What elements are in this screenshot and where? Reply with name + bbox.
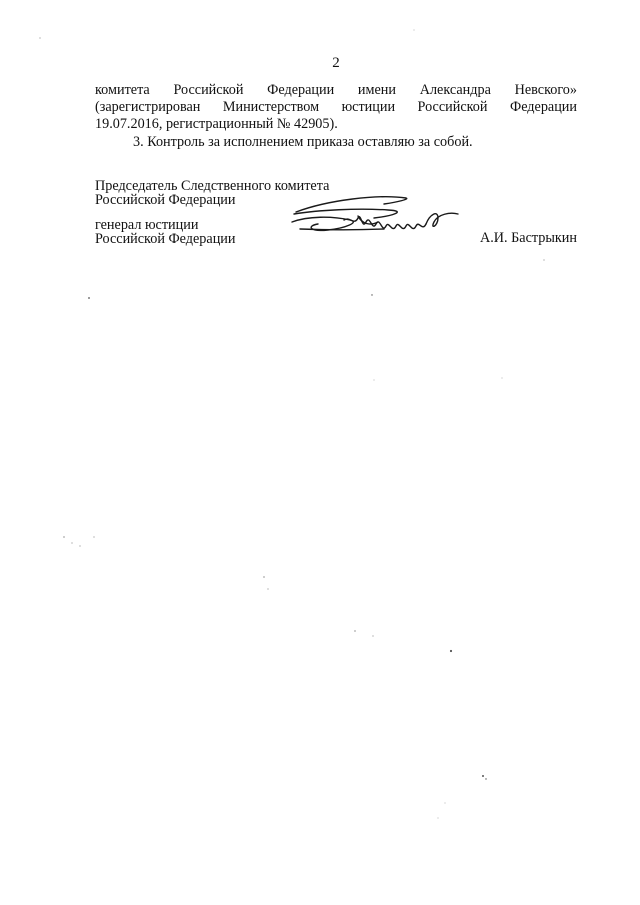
signatory-position-line: Председатель Следственного комитета — [95, 178, 330, 194]
paragraph-line: 19.07.2016, регистрационный № 42905). — [95, 116, 338, 132]
signatory-position-line: Российской Федерации — [95, 191, 236, 208]
signatory-rank — [95, 219, 235, 246]
paragraph-line: (зарегистрирован Министерством юстиции Российской Федерации — [95, 99, 577, 115]
paragraph-item-3: 3. Контроль за исполнением приказа оставляю за собой. — [133, 134, 473, 150]
paragraph-continuation — [95, 82, 577, 133]
paragraph-line: комитета Российской Федерации имени Александра Невского» — [95, 82, 577, 98]
signatory-rank-line: генерал юстиции — [95, 217, 199, 233]
handwritten-signature — [288, 186, 478, 248]
page-number: 2 — [332, 55, 340, 71]
signatory-rank-line: Российской Федерации — [95, 230, 236, 247]
signatory-name: А.И. Бастрыкин — [480, 230, 577, 246]
